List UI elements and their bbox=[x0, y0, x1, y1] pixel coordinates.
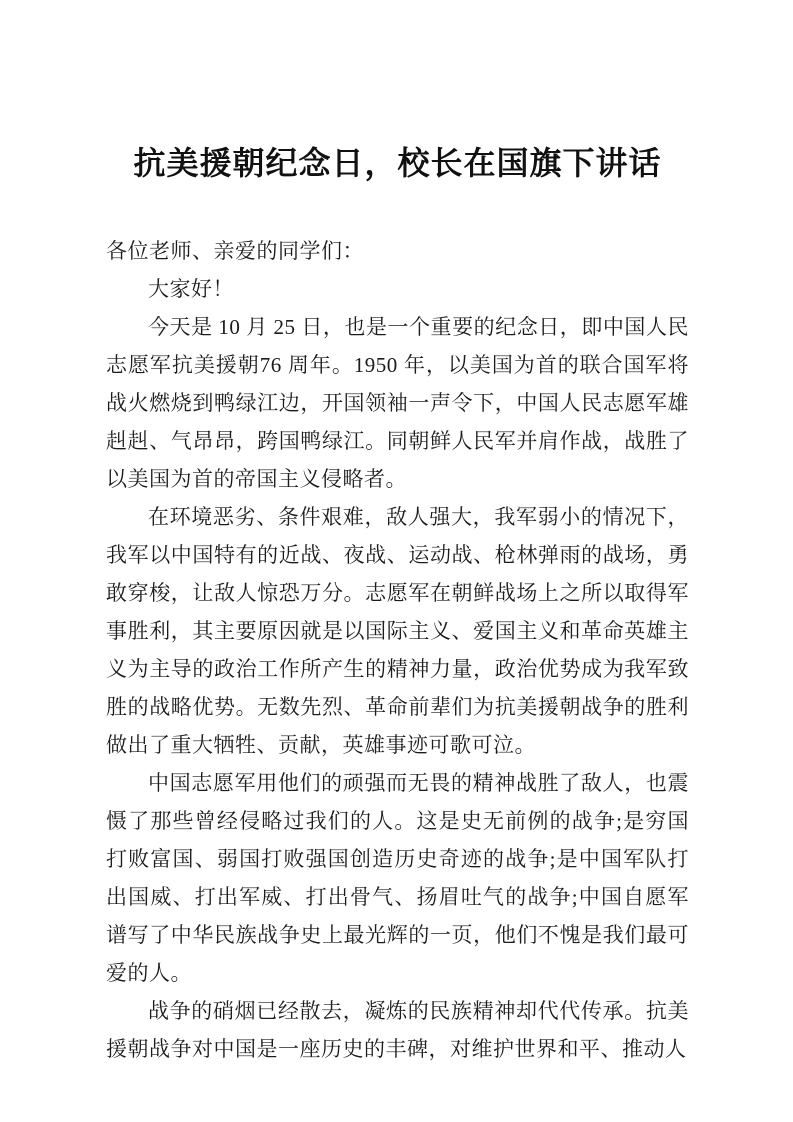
paragraph: 今天是 10 月 25 日，也是一个重要的纪念日，即中国人民志愿军抗美援朝76 周年。1950 年，以美国为首的联合国军将战火燃烧到鸭绿江边，开国领袖一声令下，中国人民志愿军雄赳赳、气昂昂，跨国鸭绿江。同朝鲜人民军并肩作战，战胜了以美国为首的帝国主义侵略者。 bbox=[106, 315, 689, 491]
paragraph: 中国志愿军用他们的顽强而无畏的精神战胜了敌人，也震慑了那些曾经侵略过我们的人。这是史无前例的战争;是穷国打败富国、弱国打败强国创造历史奇迹的战争;是中国军队打出国威、打出军威、打出骨气、扬眉吐气的战争;中国自愿军谱写了中华民族战争史上最光辉的一页，他们不愧是我们最可爱的人。 bbox=[106, 771, 689, 985]
paragraph: 战争的硝烟已经散去，凝炼的民族精神却代代传承。抗美援朝战争对中国是一座历史的丰碑，对维护世界和平、推动人 bbox=[106, 999, 689, 1061]
document-body bbox=[106, 232, 689, 1068]
paragraph: 在环境恶劣、条件艰难，敌人强大，我军弱小的情况下，我军以中国特有的近战、夜战、运动战、枪林弹雨的战场，勇敢穿梭，让敌人惊恐万分。志愿军在朝鲜战场上之所以取得军事胜利，其主要原因就是以国际主义、爱国主义和革命英雄主义为主导的政治工作所产生的精神力量，政治优势成为我军致胜的战略优势。无数先烈、革命前辈们为抗美援朝战争的胜利做出了重大牺牲、贡献，英雄事迹可歌可泣。 bbox=[106, 505, 689, 757]
paragraph: 各位老师、亲爱的同学们： bbox=[106, 239, 364, 263]
page-title: 抗美援朝纪念日，校长在国旗下讲话 bbox=[133, 145, 662, 181]
paragraph: 大家好！ bbox=[148, 277, 234, 301]
